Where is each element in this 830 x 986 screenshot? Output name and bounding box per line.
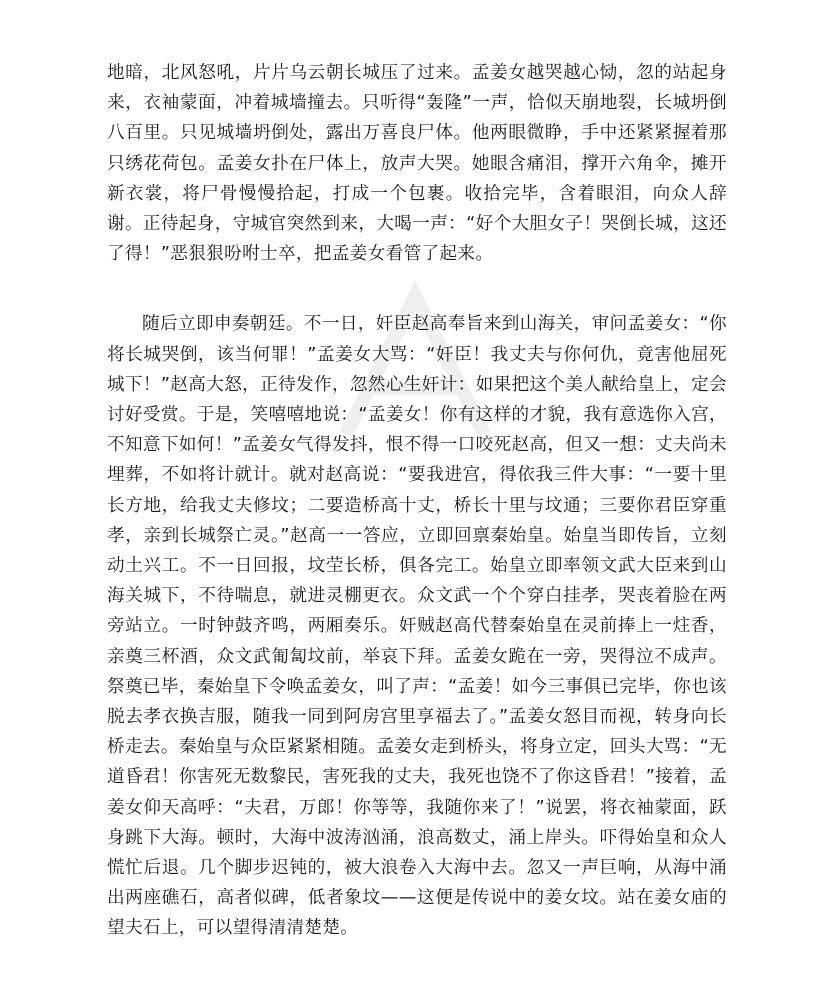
paragraph-1: 地暗，北风怒吼，片片乌云朝长城压了过来。孟姜女越哭越心恸，忽的站起身来，衣袖蒙面，冲着城墙撞去。只听得“轰隆”一声，恰似天崩地裂，长城坍倒八百里。只见城墙坍倒处，露出万喜良尸体。他两眼微睁，手中还紧紧握着那只绣花荷包。孟姜女扑在尸体上，放声大哭。她眼含痛泪，撑开六角伞，摊开新衣裳，将尸骨慢慢拾起，打成一个包裹。收拾完毕，含着眼泪，向众人辞谢。正待起身，守城官突然到来，大喝一声：“好个大胆女子！哭倒长城，这还了得！”恶狠狠吩咐士卒，把孟姜女看管了起来。: [107, 63, 727, 265]
paragraph-gap: [107, 269, 727, 309]
document-page: [107, 58, 727, 944]
paragraph-2: 随后立即申奏朝廷。不一日，奸臣赵高奉旨来到山海关，审问孟姜女：“你将长城哭倒，该当何罪！”孟姜女大骂：“奸臣！我丈夫与你何仇，竟害他屈死城下！”赵高大怒，正待发作，忽然心生奸计：如果把这个美人献给皇上，定会讨好受赏。于是，笑嘻嘻地说：“孟姜女！你有这样的才貌，我有意选你入宫，不知意下如何！”孟姜女气得发抖，恨不得一口咬死赵高，但又一想：丈夫尚未埋葬，不如将计就计。就对赵高说：“要我进宫，得依我三件大事：“一要十里长方地，给我丈夫修坟；二要造桥高十丈，桥长十里与坟通；三要你君臣穿重孝，亲到长城祭亡灵。”赵高一一答应，立即回禀秦始皇。始皇当即传旨，立刻动土兴工。不一日回报，坟茔长桥，俱各完工。始皇立即率领文武大臣来到山海关城下，不待喘息，就进灵棚更衣。众文武一个个穿白挂孝，哭丧着脸在两旁站立。一时钟鼓齐鸣，两厢奏乐。奸贼赵高代替秦始皇在灵前捧上一炷香，亲奠三杯酒，众文武匍匐坟前，举哀下拜。孟姜女跪在一旁，哭得泣不成声。祭奠已毕，秦始皇下令唤孟姜女，叫了声：“孟姜！如今三事俱已完毕，你也该脱去孝衣换吉服，随我一同到阿房宫里享福去了。”孟姜女怒目而视，转身向长桥走去。秦始皇与众臣紧紧相随。孟姜女走到桥头，将身立定，回头大骂：“无道昏君！你害死无数黎民，害死我的丈夫，我死也饶不了你这昏君！”接着，孟姜女仰天高呼：“夫君，万郎！你等等，我随你来了！”说罢，将衣袖蒙面，跃身跳下大海。顿时，大海中波涛汹涌，浪高数丈，涌上岸头。吓得始皇和众人慌忙后退。几个脚步迟钝的，被大浪卷入大海中去。忽又一声巨响，从海中涌出两座礁石，高者似碑，低者象坟——这便是传说中的姜女坟。站在姜女庙的望夫石上，可以望得清清楚楚。: [107, 314, 727, 939]
